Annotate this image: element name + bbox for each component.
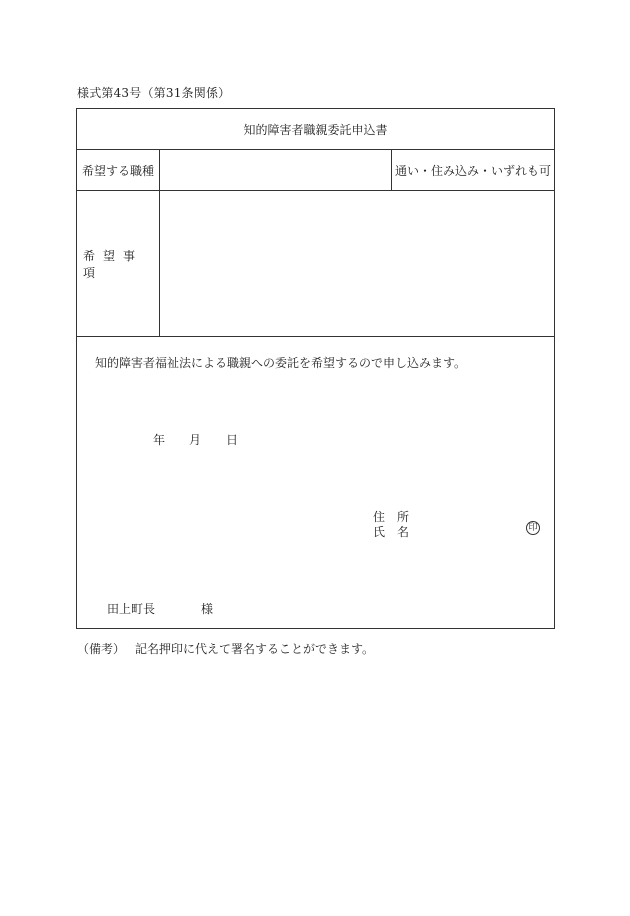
requests-field[interactable]: [160, 191, 554, 336]
desired-job-field[interactable]: [160, 150, 391, 190]
seal-icon: 印: [526, 521, 540, 535]
application-statement: 知的障害者福祉法による職親への委託を希望するので申し込みます。: [95, 356, 467, 370]
date-year-label: 年: [153, 433, 166, 447]
form-number: 様式第43号（第31条関係）: [77, 86, 231, 100]
address-label: 住所: [373, 510, 422, 524]
requests-row: [77, 191, 554, 337]
form-title: 知的障害者職親委託申込書: [77, 109, 554, 150]
addressee-name: 田上町長: [107, 602, 156, 616]
date-month-label: 月: [189, 433, 202, 447]
name-label: 氏名: [373, 525, 422, 539]
commute-option-note: 通い・住み込み・いずれも可: [391, 150, 554, 190]
desired-job-label: 希望する職種: [77, 150, 160, 190]
remarks-text: 記名押印に代えて署名することができます。: [135, 642, 375, 656]
date-day-label: 日: [226, 433, 239, 447]
desired-job-row: [77, 150, 554, 191]
remarks: [77, 640, 374, 657]
application-form: [76, 108, 555, 629]
addressee-honorific: 様: [201, 602, 214, 616]
requests-label: 希望事項: [77, 191, 160, 336]
remarks-label: （備考）: [77, 642, 126, 656]
